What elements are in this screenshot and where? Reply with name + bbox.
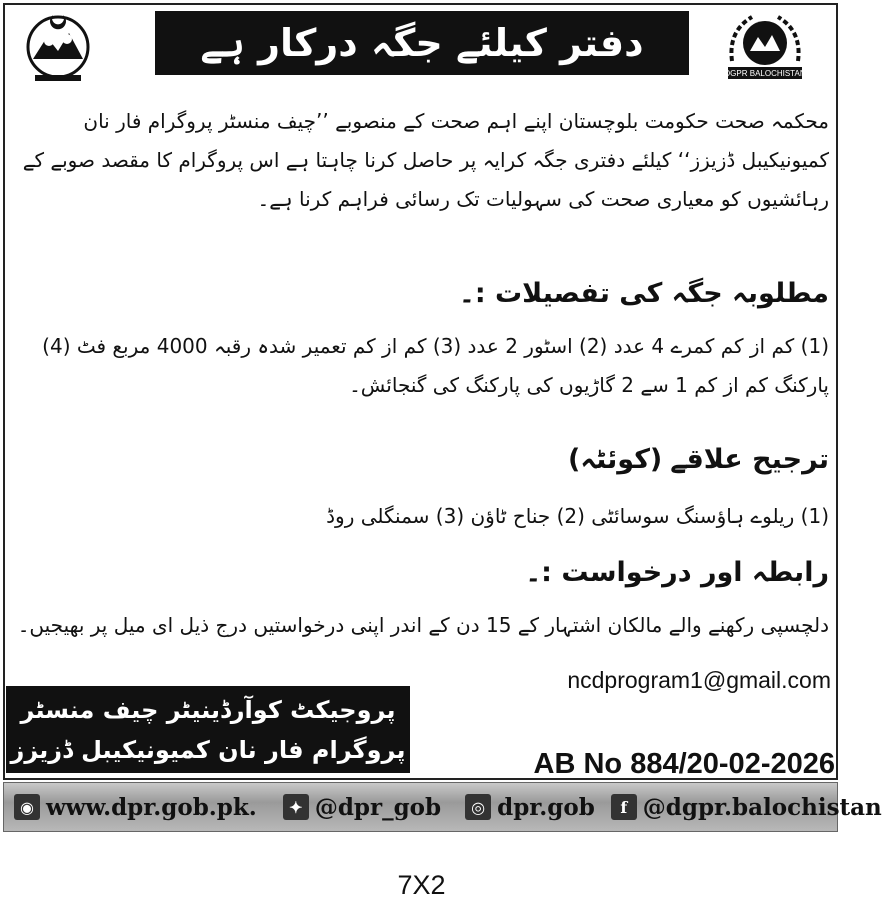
website-text: www.dpr.gob.pk. <box>46 793 257 821</box>
coordinator-line-2: پروگرام فار نان کمیونیکیبل ڈزیزز <box>10 736 406 764</box>
social-footer <box>3 782 882 832</box>
page-title: دفتر کیلئے جگہ درکار ہے <box>155 11 689 75</box>
instagram-text: dpr.gob <box>497 793 595 821</box>
website-link[interactable] <box>14 794 257 821</box>
areas-list: (1) ریلوے ہاؤسنگ سوسائٹی (2) جناح ٹاؤن (3) سمنگلی روڈ <box>326 504 829 528</box>
instagram-icon: ◎ <box>465 794 491 820</box>
twitter-icon: ✦ <box>283 794 309 820</box>
twitter-text: @dpr_gob <box>314 793 442 821</box>
globe-icon: ◉ <box>14 794 40 820</box>
intro-paragraph: محکمہ صحت حکومت بلوچستان اپنے اہم صحت کے منصوبے ’’چیف منسٹر پروگرام فار نان کمیونیکیبل ڈزیزز‘‘ کیلئے دفتری جگہ کرایہ پر حاصل کرنا چاہتا ہے اس پروگرام کا مقصد صوبے کے رہائشیوں کو معیاری صحت کی سہولیات تک رسائی فراہم کرنا ہے۔ <box>22 109 829 211</box>
facebook-link[interactable] <box>611 794 882 821</box>
contact-paragraph: دلچسپی رکھنے والے مالکان اشتہار کے 15 دن کے اندر اپنی درخواستیں درج ذیل ای میل پر بھیجیں۔ <box>17 613 829 637</box>
dgpr-logo-icon <box>722 9 808 83</box>
areas-heading-row <box>568 444 829 475</box>
requirements-heading: مطلوبہ جگہ کی تفصیلات :۔ <box>459 278 829 309</box>
ab-number: AB No 884/20-02-2026 <box>533 748 835 780</box>
coordinator-box <box>6 686 410 773</box>
areas-heading: ترجیح علاقے <box>670 444 829 475</box>
contact-email[interactable]: ncdprogram1@gmail.com <box>567 667 831 693</box>
facebook-icon: f <box>611 794 637 820</box>
contact-heading: رابطہ اور درخواست :۔ <box>525 557 829 588</box>
instagram-link[interactable] <box>465 794 595 821</box>
coordinator-line-1: پروجیکٹ کوآرڈینیٹر چیف منسٹر <box>20 696 396 724</box>
balochistan-emblem-icon <box>15 9 101 83</box>
twitter-link[interactable] <box>283 794 441 821</box>
ad-size-label: 7X2 <box>397 870 446 900</box>
dgpr-logo-text: DGPR BALOCHISTAN <box>724 69 806 78</box>
requirements-paragraph: (1) کم از کم کمرے 4 عدد (2) اسٹور 2 عدد (3) کم از کم تعمیر شدہ رقبہ 4000 مربع فٹ (4) پارکنگ کم از کم 1 سے 2 گاڑیوں کی پارکنگ کی گنجائش۔ <box>42 334 829 397</box>
facebook-text: @dgpr.balochistan <box>642 793 882 821</box>
areas-city: (کوئٹہ) <box>567 444 663 475</box>
